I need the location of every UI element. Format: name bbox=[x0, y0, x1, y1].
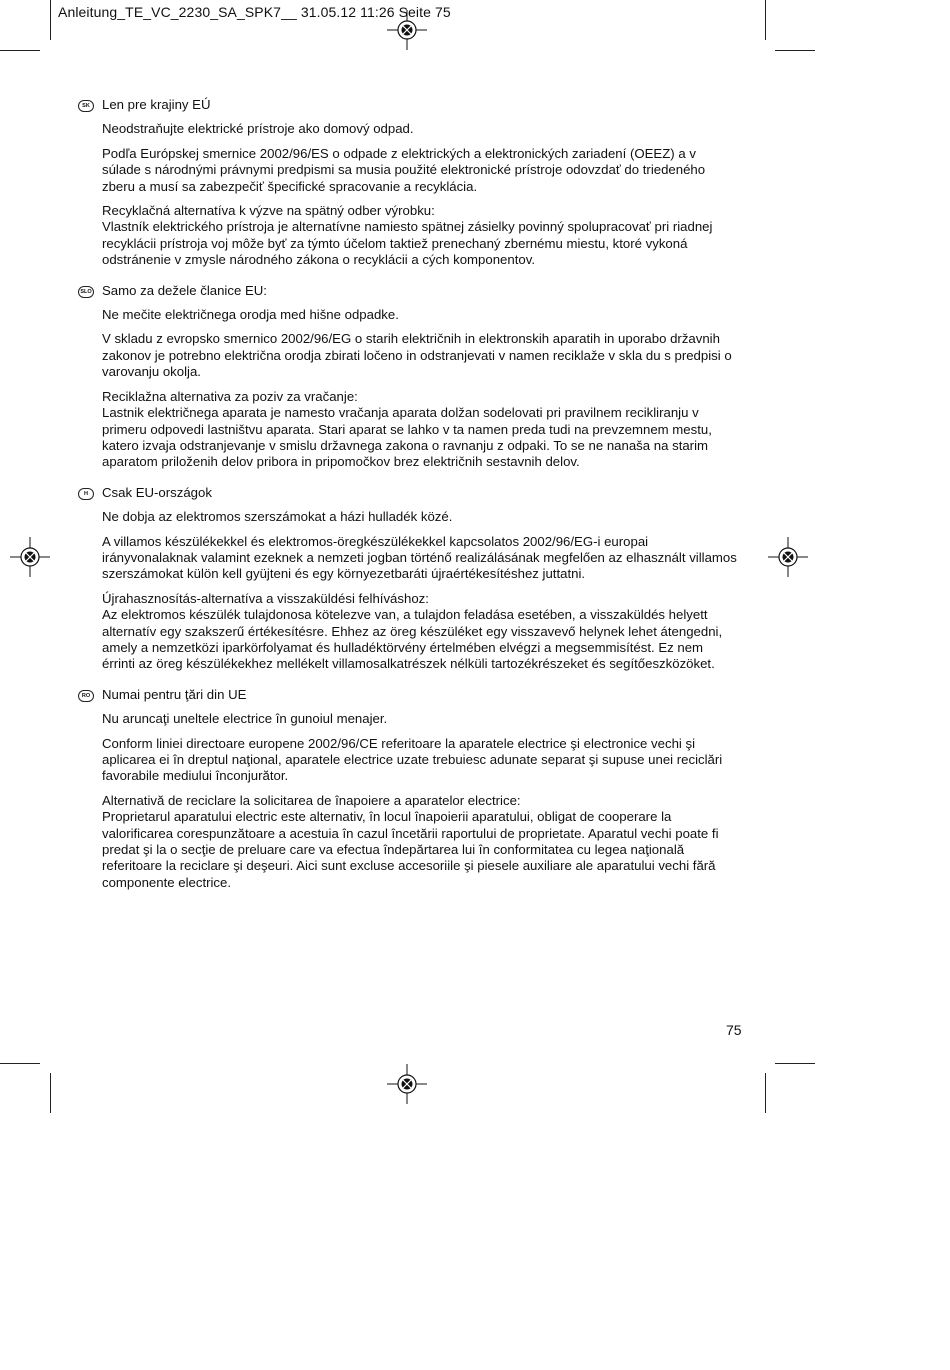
print-slug: Anleitung_TE_VC_2230_SA_SPK7__ 31.05.12 11:26 Seite 75 bbox=[58, 4, 451, 20]
registration-mark-bottom-icon bbox=[387, 1064, 427, 1104]
registration-mark-top-icon bbox=[387, 10, 427, 50]
section-sk bbox=[78, 97, 738, 269]
crop-mark-bottom-left-h bbox=[0, 1063, 40, 1064]
section-title: Csak EU-országok bbox=[102, 484, 212, 500]
paragraph: Recyklačná alternatíva k výzve na spätný odber výrobku: Vlastník elektrického prístroja je alternatívne namiesto spätnej zásielky povinný spolupracovať pri riadnej recyklácii prístroja voj môže byť za týmto účelom taktiež prenechaný zbernému miestu, ktoré vykoná odstránenie v zmysle národného zákona o recyklácii a cých komponentov. bbox=[102, 203, 713, 268]
paragraph: V skladu z evropsko smernico 2002/96/EG o starih električnih in elektronskih aparatih in uporabo državnih zakonov je potrebno električna orodja zbirati ločeno in odstranjevati v namen reciklaže v skla du s predpisi o varovanju okolja. bbox=[102, 331, 732, 380]
registration-mark-right-icon bbox=[768, 537, 808, 577]
paragraph: Neodstraňujte elektrické prístroje ako domový odpad. bbox=[102, 121, 414, 137]
section-title: Samo za dežele članice EU: bbox=[102, 282, 267, 298]
crop-mark-bottom-right-v bbox=[765, 1073, 766, 1113]
crop-mark-bottom-right-h bbox=[775, 1063, 815, 1064]
crop-mark-bottom-left-v bbox=[50, 1073, 51, 1113]
crop-mark-top-right-h bbox=[775, 50, 815, 51]
document-body bbox=[78, 97, 738, 905]
paragraph: Újrahasznosítás-alternatíva a visszaküldési felhíváshoz: Az elektromos készülék tulajdonosa kötelezve van, a tulajdon feladása esetében, a visszaküldés helyett alternatív egy szakszerű értékesítésre. Ehhez az öreg készüléket egy visszavevő helynek lehet átengedni, amely a nemzetközi iparkörfolyamat és hulladéktörvény értelmében elvégzi a megsemmisítést. Ez nem érrinti az öreg készülékekhez mellékelt villamosalkatrészek nélküli tartozékrészeket és segítőeszközöket. bbox=[102, 590, 723, 672]
section-h bbox=[78, 485, 738, 673]
registration-mark-left-icon bbox=[10, 537, 50, 577]
language-badge-ro: RO bbox=[78, 690, 94, 702]
paragraph: Reciklažna alternativa za poziv za vračanje: Lastnik električnega aparata je namesto vračanja aparata dolžan sodelovati pri pravilnem recikliranju v primeru odpovedi lastništvu aparata. Stari aparat se lahko v ta namen preda tudi na prevzemnem mestu, katero izvaja odstranjevanje v smislu državnega zakona o ravnanju z odpaki. To se ne nanaša na starim aparatom priloženih delov pribora in pripomočkov brez električnih sestavnih delov. bbox=[102, 388, 712, 470]
paragraph: Podľa Európskej smernice 2002/96/ES o odpade z elektrických a elektronických zariadení (OEEZ) a v súlade s národnými právnymi predpismi sa musia použité elektronické prístroje odovzdať do triedeného zberu a musí sa zabezpečiť špecifické spracovanie a recyklácia. bbox=[102, 145, 706, 194]
section-ro bbox=[78, 687, 738, 891]
paragraph: Conform liniei directoare europene 2002/96/CE referitoare la aparatele electrice şi electronice vechi şi aplicarea ei în dreptul naţional, aparatele electrice uzate trebuiesc adunate separat şi supuse unei reciclări favorabile mediului înconjurător. bbox=[102, 735, 723, 784]
paragraph: Ne mečite električnega orodja med hišne odpadke. bbox=[102, 307, 399, 323]
language-badge-sk: SK bbox=[78, 100, 94, 112]
crop-mark-top-left-h bbox=[0, 50, 40, 51]
paragraph: Nu aruncaţi uneltele electrice în gunoiul menajer. bbox=[102, 711, 388, 727]
paragraph: Alternativă de reciclare la solicitarea de înapoiere a aparatelor electrice: Proprietarul aparatului electric este alternativ, în locul înapoierii aparatului, obligat de cooperare la valorificarea corespunzătoare a acestuia în cazul încetării raportului de proprietate. Aparatul vechi poate fi predat şi la o secţie de preluare care va efectua îndepărtarea lui în conformitatea cu legea naţională referitoare la reciclare şi deşeuri. Aici sunt excluse accesoriile şi piesele auxiliare ale aparatului vechi fără componente electrice. bbox=[102, 792, 719, 890]
crop-mark-top-right-v bbox=[765, 0, 766, 40]
language-badge-slo: SLO bbox=[78, 286, 94, 298]
section-slo bbox=[78, 283, 738, 471]
crop-mark-top-left-v bbox=[50, 0, 51, 40]
paragraph: A villamos készülékekkel és elektromos-öregkészülékekkel kapcsolatos 2002/96/EG-i europai irányvonalaknak valamint ezeknek a nemzeti jogban történő realizálásának megfelően az elhasznált villamos szerszámokat külön kell gyüjteni és egy környezetbaráti újraértékesítéshez juttatni. bbox=[102, 533, 737, 582]
section-title: Len pre krajiny EÚ bbox=[102, 97, 211, 112]
language-badge-h: H bbox=[78, 488, 94, 500]
paragraph: Ne dobja az elektromos szerszámokat a házi hulladék közé. bbox=[102, 509, 453, 525]
section-title: Numai pentru ţări din UE bbox=[102, 686, 247, 702]
page-number: 75 bbox=[726, 1022, 742, 1038]
